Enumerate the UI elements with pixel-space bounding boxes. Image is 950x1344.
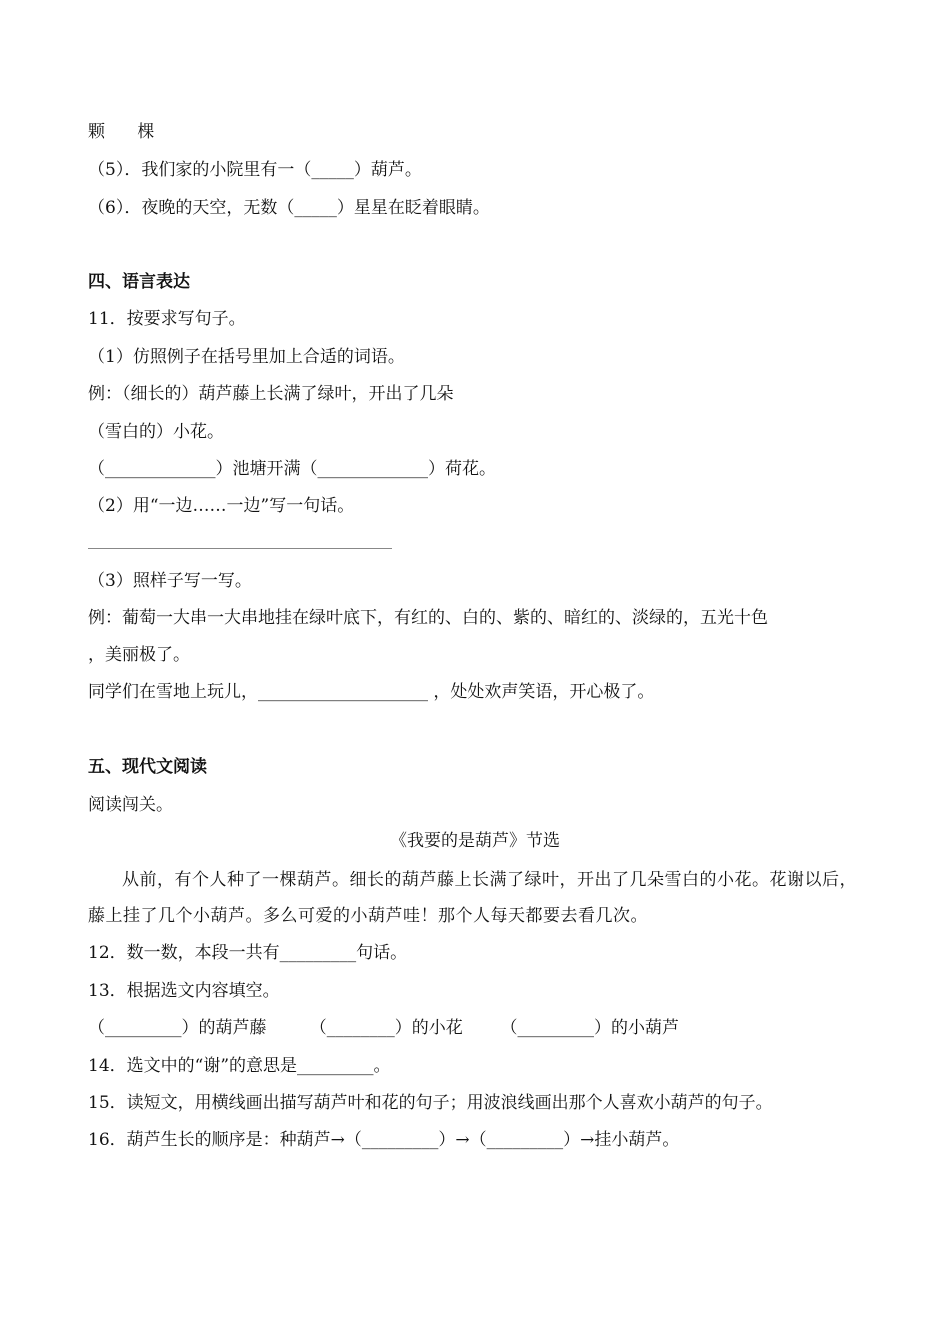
reading-instruction: 阅读闯关。 <box>88 795 173 815</box>
example-line: （雪白的）小花。 <box>88 422 224 442</box>
fill-in-line: （_________）的葫芦藤 （________）的小花 （_________）的小葫芦 <box>88 1018 680 1038</box>
question-15: 15．读短文，用横线画出描写葫芦叶和花的句子；用波浪线画出那个人喜欢小葫芦的句子。 <box>88 1093 773 1113</box>
question-5: （5）．我们家的小院里有一（_____）葫芦。 <box>88 160 422 180</box>
passage-text: 从前，有个人种了一棵葫芦。细长的葫芦藤上长满了绿叶，开出了几朵雪白的小花。花谢以后，藤上挂了几个小葫芦。多么可爱的小葫芦哇！那个人每天都要去看几次。 <box>88 870 857 926</box>
example-line: 例：（细长的）葫芦藤上长满了绿叶，开出了几朵 <box>88 384 454 404</box>
sub-question-2: （2）用“一边……一边”写一句话。 <box>88 496 355 516</box>
section-heading-4: 四、语言表达 <box>88 272 190 292</box>
passage-title: 《我要的是葫芦》节选 <box>390 831 560 851</box>
example-line: 例：葡萄一大串一大串地挂在绿叶底下，有红的、白的、紫的、暗红的、淡绿的，五光十色 <box>88 608 768 628</box>
question-11: 11．按要求写句子。 <box>88 309 246 329</box>
text-line: 颗 棵 <box>88 122 155 142</box>
answer-line <box>88 548 392 549</box>
sub-question-1: （1）仿照例子在括号里加上合适的词语。 <box>88 347 405 367</box>
fill-in-line: （_____________）池塘开满（_____________）荷花。 <box>88 459 496 479</box>
sub-question-3: （3）照样子写一写。 <box>88 571 252 591</box>
example-line: ，美丽极了。 <box>88 645 190 665</box>
fill-in-line: 同学们在雪地上玩儿，____________________ ，处处欢声笑语，开心极了。 <box>88 682 655 702</box>
question-6: （6）．夜晚的天空，无数（_____）星星在眨着眼睛。 <box>88 198 490 218</box>
question-14: 14．选文中的“谢”的意思是_________。 <box>88 1056 391 1076</box>
section-heading-5: 五、现代文阅读 <box>88 757 207 777</box>
question-12: 12．数一数，本段一共有_________句话。 <box>88 943 408 963</box>
question-13: 13．根据选文内容填空。 <box>88 981 280 1001</box>
question-16: 16．葫芦生长的顺序是：种葫芦→（_________）→（_________）→挂小葫芦。 <box>88 1130 680 1150</box>
